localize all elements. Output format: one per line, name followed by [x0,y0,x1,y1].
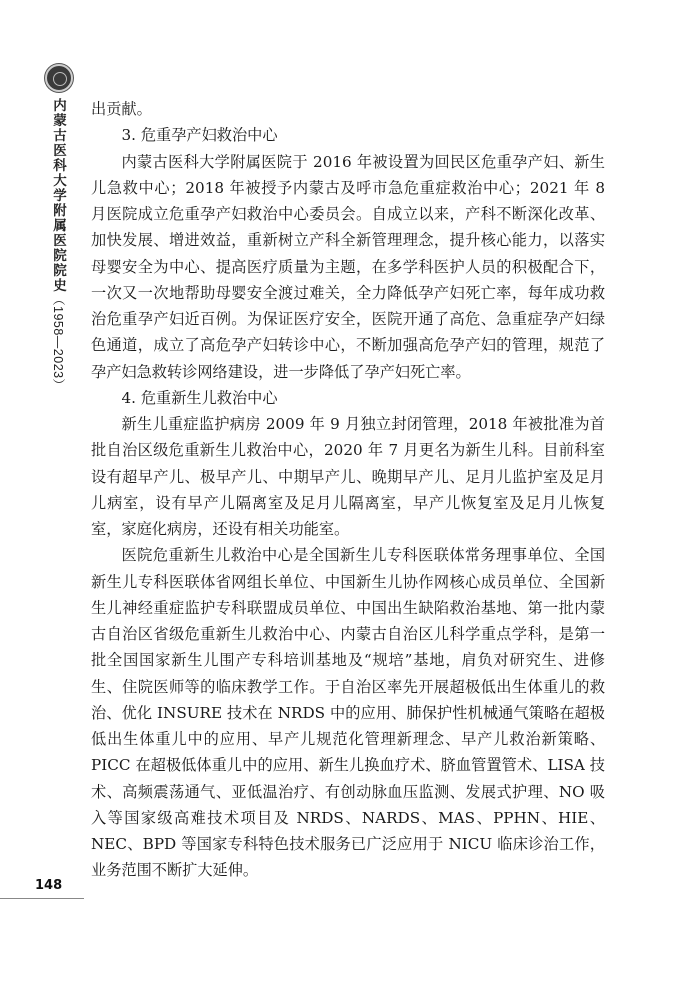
paragraph-continuation: 出贡献。 [91,100,152,118]
book-title-vertical [48,98,68,392]
section-heading-4: 4. 危重新生儿救治中心 [121,388,278,407]
paragraph-maternal-center: 内蒙古医科大学附属医院于 2016 年被设置为回民区危重孕产妇、新生儿急救中心；2018 年被授予内蒙古及呼市急危重症救治中心；2021 年 8 月医院成立危重孕产妇救治中心委员会。自成立以来，产科不断深化改革、加快发展、增进效益，重新树立产科全新管理理念，提升核心能力，以落实母婴安全为中心、提高医疗质量为主题，在多学科医护人员的积极配合下，一次又一次地帮助母婴安全渡过难关，全力降低孕产妇死亡率，每年成功救治危重孕产妇近百例。为保证医疗安全，医院开通了高危、急重症孕产妇绿色通道，成立了高危孕产妇转诊中心，不断加强高危孕产妇的管理，规范了孕产妇急救转诊网络建设，进一步降低了孕产妇死亡率。 [91,152,605,381]
page-body [91,96,605,884]
book-title: 内蒙古医科大学附属医院院史 [50,98,66,293]
paragraph-nicu-center: 医院危重新生儿救治中心是全国新生儿专科医联体常务理事单位、全国新生儿专科医联体省网组长单位、中国新生儿协作网核心成员单位、全国新生儿神经重症监护专科联盟成员单位、中国出生缺陷救治基地、第一批内蒙古自治区省级危重新生儿救治中心、内蒙古自治区儿科学重点学科，是第一批全国国家新生儿围产专科培训基地及“规培”基地，肩负对研究生、进修生、住院医师等的临床教学工作。于自治区率先开展超极低出生体重儿的救治、优化 INSURE 技术在 NRDS 中的应用、肺保护性机械通气策略在超极低出生体重儿中的应用、早产儿规范化管理新理念、早产儿救治新策略、PICC 在超极低体重儿中的应用、新生儿换血疗术、脐血管置管术、LISA 技术、高频震荡通气、亚低温治疗、有创动脉血压监测、发展式护理、NO 吸入等国家级高难技术项目及 NRDS、NARDS、MAS、PPHN、HIE、NEC、BPD 等国家专科特色技术服务已广泛应用于 NICU 临床诊治工作，业务范围不断扩大延伸。 [91,546,605,880]
section-heading-3: 3. 危重孕产妇救治中心 [121,126,278,145]
page-number-rule [0,898,84,899]
book-years: （1958—2023） [51,293,65,392]
sidebar [0,0,84,983]
paragraph-nicu-intro: 新生儿重症监护病房 2009 年 9 月独立封闭管理，2018 年被批准为首批自治区级危重新生儿救治中心，2020 年 7 月更名为新生儿科。目前科室设有超早产儿、极早产儿、中期早产儿、晚期早产儿、足月儿监护室及足月儿病室，设有早产儿隔离室及足月儿隔离室，早产儿恢复室及足月儿恢复室，家庭化病房，还设有相关功能室。 [91,415,605,538]
page-number: 148 [35,878,63,893]
university-logo-icon [45,64,73,92]
